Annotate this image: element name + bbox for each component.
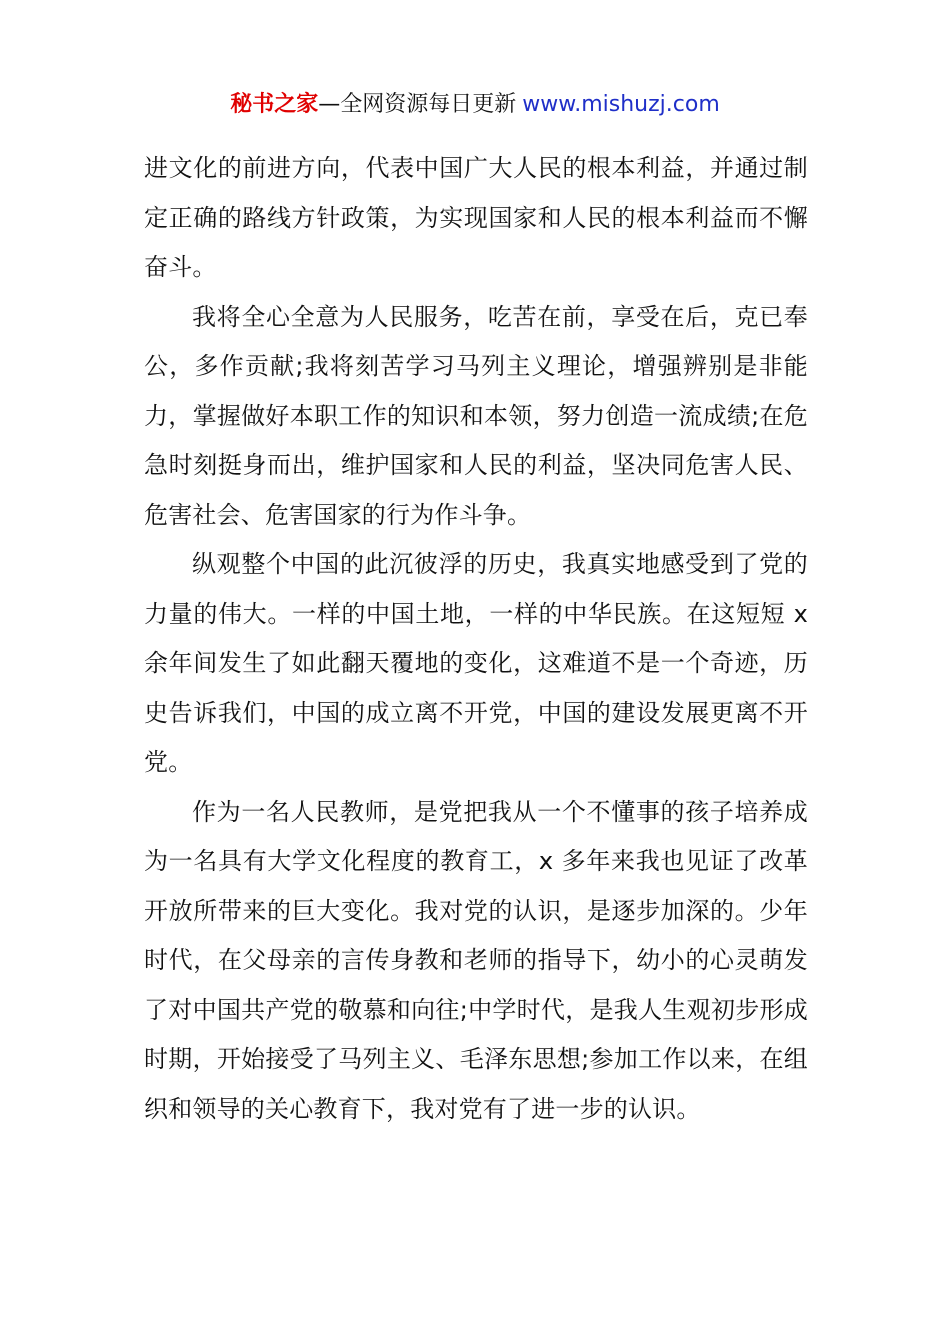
brand-name: 秘书之家: [230, 92, 319, 117]
paragraph-1: 进文化的前进方向，代表中国广大人民的根本利益，并通过制定正确的路线方针政策，为实现国家和人民的根本利益而不懈奋斗。: [144, 154, 808, 281]
paragraph-3: 纵观整个中国的此沉彼浮的历史，我真实地感受到了党的力量的伟大。一样的中国土地，一样的中华民族。在这短短 x 余年间发生了如此翻天覆地的变化，这难道不是一个奇迹，历史告诉我们，中国的成立离不开党，中国的建设发展更离不开党。: [144, 550, 808, 776]
paragraph-4: 作为一名人民教师，是党把我从一个不懂事的孩子培养成为一名具有大学文化程度的教育工，x 多年来我也见证了改革开放所带来的巨大变化。我对党的认识，是逐步加深的。少年时代，在父母亲的言传身教和老师的指导下，幼小的心灵萌发了对中国共产党的敬慕和向往;中学时代，是我人生观初步形成时期，开始接受了马列主义、毛泽东思想;参加工作以来，在组织和领导的关心教育下，我对党有了进一步的认识。: [144, 797, 808, 1123]
site-url-link[interactable]: www.mishuzj.com: [522, 92, 720, 117]
document-body: [144, 144, 808, 1134]
page-header: [0, 88, 950, 122]
paragraph-2: 我将全心全意为人民服务，吃苦在前，享受在后，克已奉公，多作贡献;我将刻苦学习马列主义理论，增强辨别是非能力，掌握做好本职工作的知识和本领，努力创造一流成绩;在危急时刻挺身而出，维护国家和人民的利益，坚决同危害人民、危害社会、危害国家的行为作斗争。: [144, 302, 808, 529]
header-tagline: —全网资源每日更新: [318, 92, 517, 117]
